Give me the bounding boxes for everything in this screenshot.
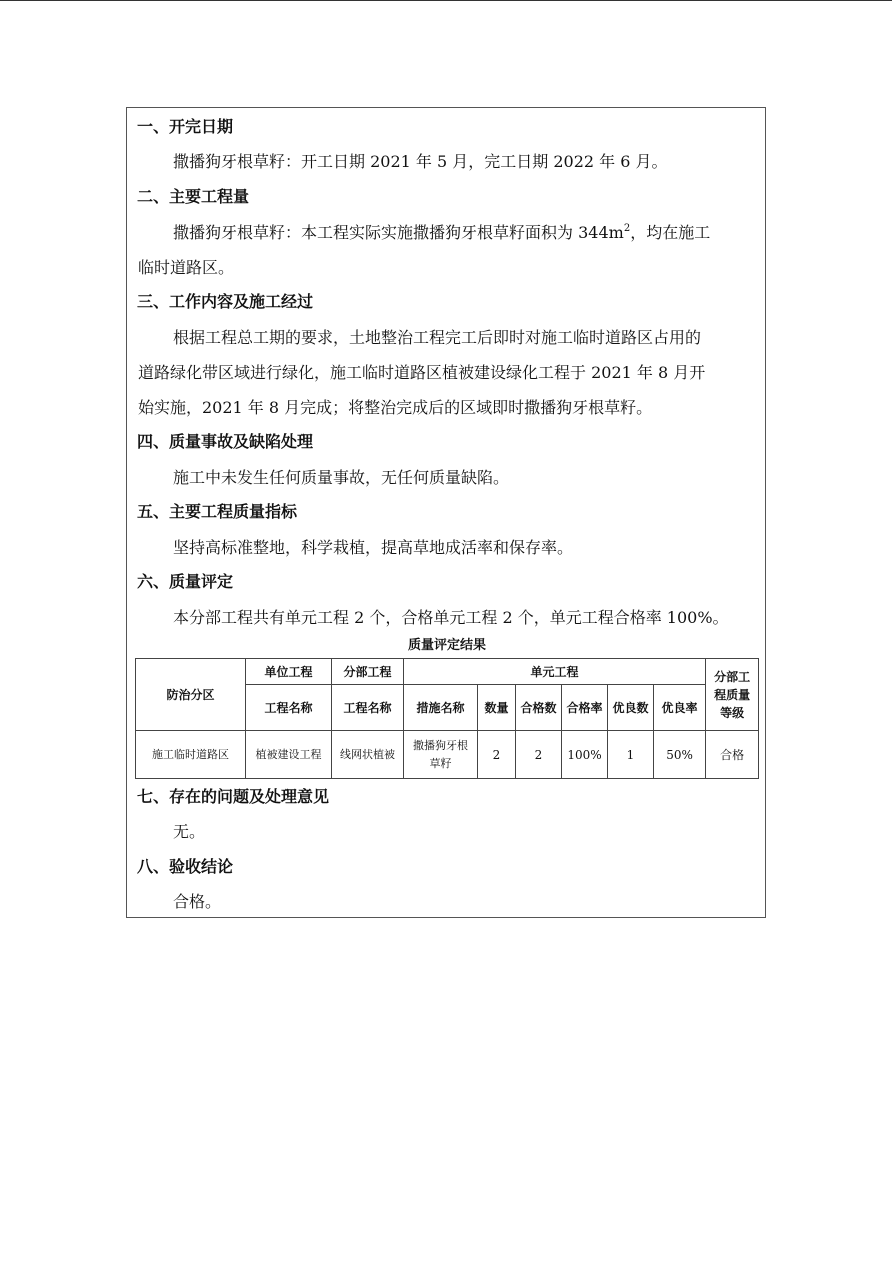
- cell-excellent-rate: 50%: [654, 731, 706, 779]
- cell-measure-line-1: 撒播狗牙根: [413, 738, 468, 752]
- header-unit-project: 单位工程: [246, 659, 332, 685]
- section-2-title: 二、主要工程量: [137, 187, 250, 206]
- header-grade-line-3: 等级: [720, 705, 745, 720]
- cell-excellent: 1: [608, 731, 654, 779]
- header-grade-line-2: 程质量: [714, 687, 751, 702]
- header-excellent-rate: 优良率: [654, 685, 706, 731]
- header-zone: 防治分区: [136, 659, 246, 731]
- section-1-body: 撒播狗牙根草籽：开工日期 2021 年 5 月，完工日期 2022 年 6 月。: [173, 152, 668, 171]
- section-3-line-3: 始实施，2021 年 8 月完成；将整治完成后的区域即时撒播狗牙根草籽。: [138, 398, 653, 417]
- area-superscript: 2: [623, 223, 631, 234]
- header-grade-line-1: 分部工: [714, 669, 751, 684]
- header-sub-project: 分部工程: [332, 659, 404, 685]
- section-6-body: 本分部工程共有单元工程 2 个，合格单元工程 2 个，单元工程合格率 100%。: [173, 608, 729, 627]
- section-7-body: 无。: [173, 822, 206, 841]
- header-grade: [706, 659, 759, 731]
- header-qualified: 合格数: [516, 685, 562, 731]
- header-element-project: 单元工程: [404, 659, 706, 685]
- table-title: 质量评定结果: [407, 638, 486, 653]
- section-2-line-2: 临时道路区。: [138, 258, 235, 277]
- cell-sub-name: 线网状植被: [332, 731, 404, 779]
- section-5-body: 坚持高标准整地，科学栽植，提高草地成活率和保存率。: [173, 538, 574, 557]
- section-4-body: 施工中未发生任何质量事故，无任何质量缺陷。: [173, 468, 510, 487]
- page-top-rule: [0, 0, 892, 1]
- cell-unit-name: 植被建设工程: [246, 731, 332, 779]
- header-measure: 措施名称: [404, 685, 478, 731]
- table-row: [136, 731, 759, 779]
- section-6-title: 六、质量评定: [137, 572, 234, 591]
- section-2-line-1b: ，均在施工: [630, 223, 711, 242]
- section-4-title: 四、质量事故及缺陷处理: [137, 432, 314, 451]
- section-7-title: 七、存在的问题及处理意见: [137, 787, 330, 806]
- header-unit-name: 工程名称: [246, 685, 332, 731]
- section-3-line-2: 道路绿化带区域进行绿化，施工临时道路区植被建设绿化工程于 2021 年 8 月开: [138, 363, 706, 382]
- section-8-title: 八、验收结论: [137, 857, 234, 876]
- header-excellent: 优良数: [608, 685, 654, 731]
- section-2-line-1a: 撒播狗牙根草籽：本工程实际实施撒播狗牙根草籽面积为 344m: [173, 223, 624, 242]
- section-2-line-1: [173, 223, 710, 243]
- cell-measure: [404, 731, 478, 779]
- cell-qualified: 2: [516, 731, 562, 779]
- section-3-line-1: 根据工程总工期的要求，土地整治工程完工后即时对施工临时道路区占用的: [173, 328, 702, 347]
- header-sub-name: 工程名称: [332, 685, 404, 731]
- cell-zone: 施工临时道路区: [136, 731, 246, 779]
- section-5-title: 五、主要工程质量指标: [137, 502, 298, 521]
- cell-measure-line-2: 草籽: [429, 756, 452, 770]
- cell-qualified-rate: 100%: [562, 731, 608, 779]
- header-count: 数量: [478, 685, 516, 731]
- cell-count: 2: [478, 731, 516, 779]
- cell-grade: 合格: [706, 731, 759, 779]
- section-3-title: 三、工作内容及施工经过: [137, 292, 314, 311]
- section-1-title: 一、开完日期: [137, 117, 234, 136]
- section-8-body: 合格。: [173, 892, 222, 911]
- header-qualified-rate: 合格率: [562, 685, 608, 731]
- quality-evaluation-table: [135, 658, 759, 779]
